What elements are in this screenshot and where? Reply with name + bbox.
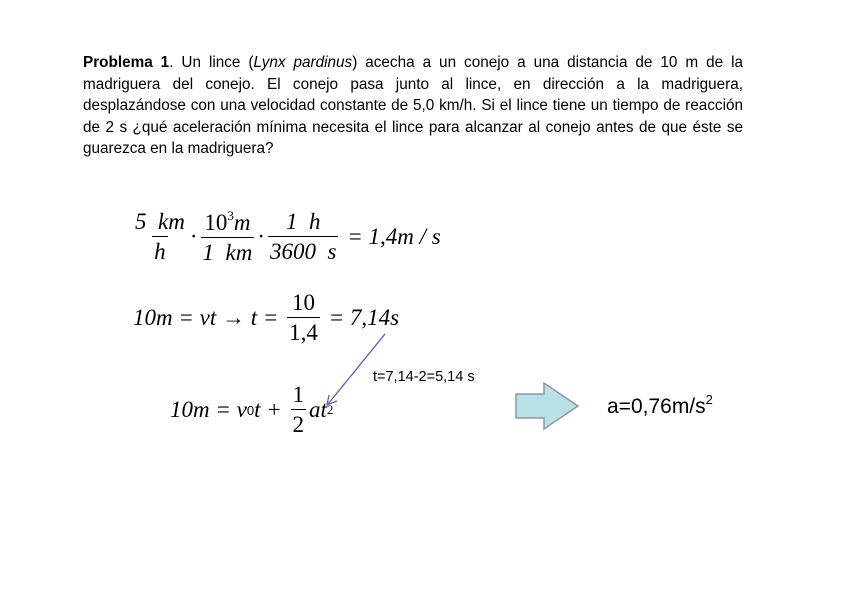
subscript: 0 bbox=[246, 402, 255, 418]
unit: m bbox=[233, 210, 251, 235]
exponent: 3 bbox=[227, 208, 234, 223]
exponent: 2 bbox=[705, 392, 713, 407]
term: at bbox=[309, 397, 327, 422]
denominator: h bbox=[152, 236, 168, 265]
dot: · bbox=[257, 224, 265, 249]
denominator: 1,4 bbox=[287, 317, 320, 346]
acceleration-result bbox=[607, 392, 713, 419]
term: t + bbox=[254, 397, 288, 422]
numerator: 1 bbox=[292, 382, 304, 407]
right-arrow-icon bbox=[516, 383, 578, 429]
problem-label: Problema 1 bbox=[83, 54, 170, 71]
species-name: Lynx pardinus bbox=[253, 54, 353, 71]
denominator: 3600 s bbox=[268, 236, 338, 265]
result: = 7,14s bbox=[322, 305, 400, 330]
result-text: a=0,76m/s bbox=[607, 395, 706, 418]
lhs: 10m = v bbox=[170, 397, 247, 422]
dot: · bbox=[189, 224, 198, 249]
problem-text: ) acecha a un conejo a una distancia de 10 m de la madriguera del conejo. El conejo pasa junto al lince, en dirección a la madriguera, desplazándose con una velocidad constante de 5,0 km/h. Si el lince tiene un tiempo de reacción de 2 s ¿qué aceleración mínima necesita el lince para alcanzar al conejo antes de que éste se guarezca en la madriguera? bbox=[83, 54, 744, 157]
problem-text: . Un lince ( bbox=[169, 54, 254, 71]
lhs: 10m = vt → t = bbox=[133, 305, 285, 330]
exponent: 2 bbox=[326, 402, 334, 417]
numerator: 10 bbox=[292, 290, 316, 315]
numerator: 10 bbox=[204, 210, 228, 235]
time-note: t=7,14-2=5,14 s bbox=[373, 369, 475, 385]
result: = 1,4m / s bbox=[341, 224, 441, 249]
numerator: 5 km bbox=[135, 209, 185, 234]
denominator: 2 bbox=[291, 409, 307, 438]
denominator: 1 km bbox=[201, 237, 255, 266]
numerator: 1 h bbox=[285, 209, 321, 234]
